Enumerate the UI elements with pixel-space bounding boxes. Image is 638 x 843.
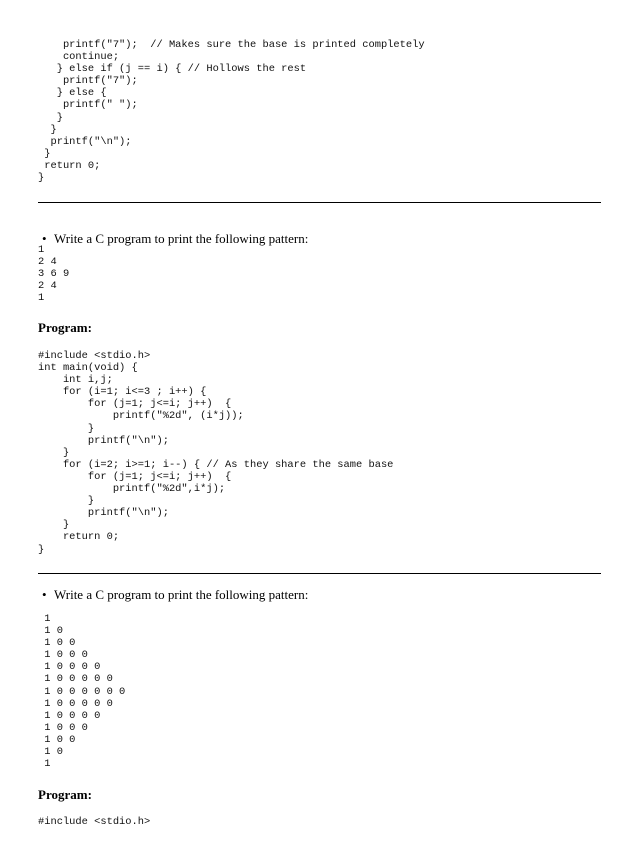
bullet-icon: • [42,587,47,602]
exercise-1-prompt [42,231,308,246]
code-block-continued: printf("7"); // Makes sure the base is printed completely continue; } else if (j == i) { // Hollows the rest printf("7"); } else { printf(" "); } } printf("\n"); } return 0; } [38,39,425,185]
exercise-1-program-heading: Program: [38,320,92,335]
exercise-1-text: Write a C program to print the following pattern: [54,231,309,246]
section-divider-2 [38,573,601,574]
exercise-1-code: #include <stdio.h> int main(void) { int i,j; for (i=1; i<=3 ; i++) { for (j=1; j<=i; j++) { printf("%2d", (i*j)); } printf("\n"); } for (i=2; i>=1; i--) { // As they share the same base for (j=1; j<=i; j++) { printf("%2d",i*j); } printf("\n"); } return 0; } [38,350,394,556]
exercise-1-pattern: 1 2 4 3 6 9 2 4 1 [38,244,70,305]
exercise-2-text: Write a C program to print the following pattern: [54,587,309,602]
exercise-2-program-heading: Program: [38,787,92,802]
exercise-2-prompt [42,587,308,602]
exercise-2-code: #include <stdio.h> [38,816,151,828]
bullet-icon: • [42,231,47,246]
section-divider-1 [38,202,601,203]
exercise-2-pattern: 1 1 0 1 0 0 1 0 0 0 1 0 0 0 0 1 0 0 0 0 0 1 0 0 0 0 0 0 1 0 0 0 0 0 1 0 0 0 0 1 0 0 0 1 0 0 1 0 1 [44,613,126,771]
